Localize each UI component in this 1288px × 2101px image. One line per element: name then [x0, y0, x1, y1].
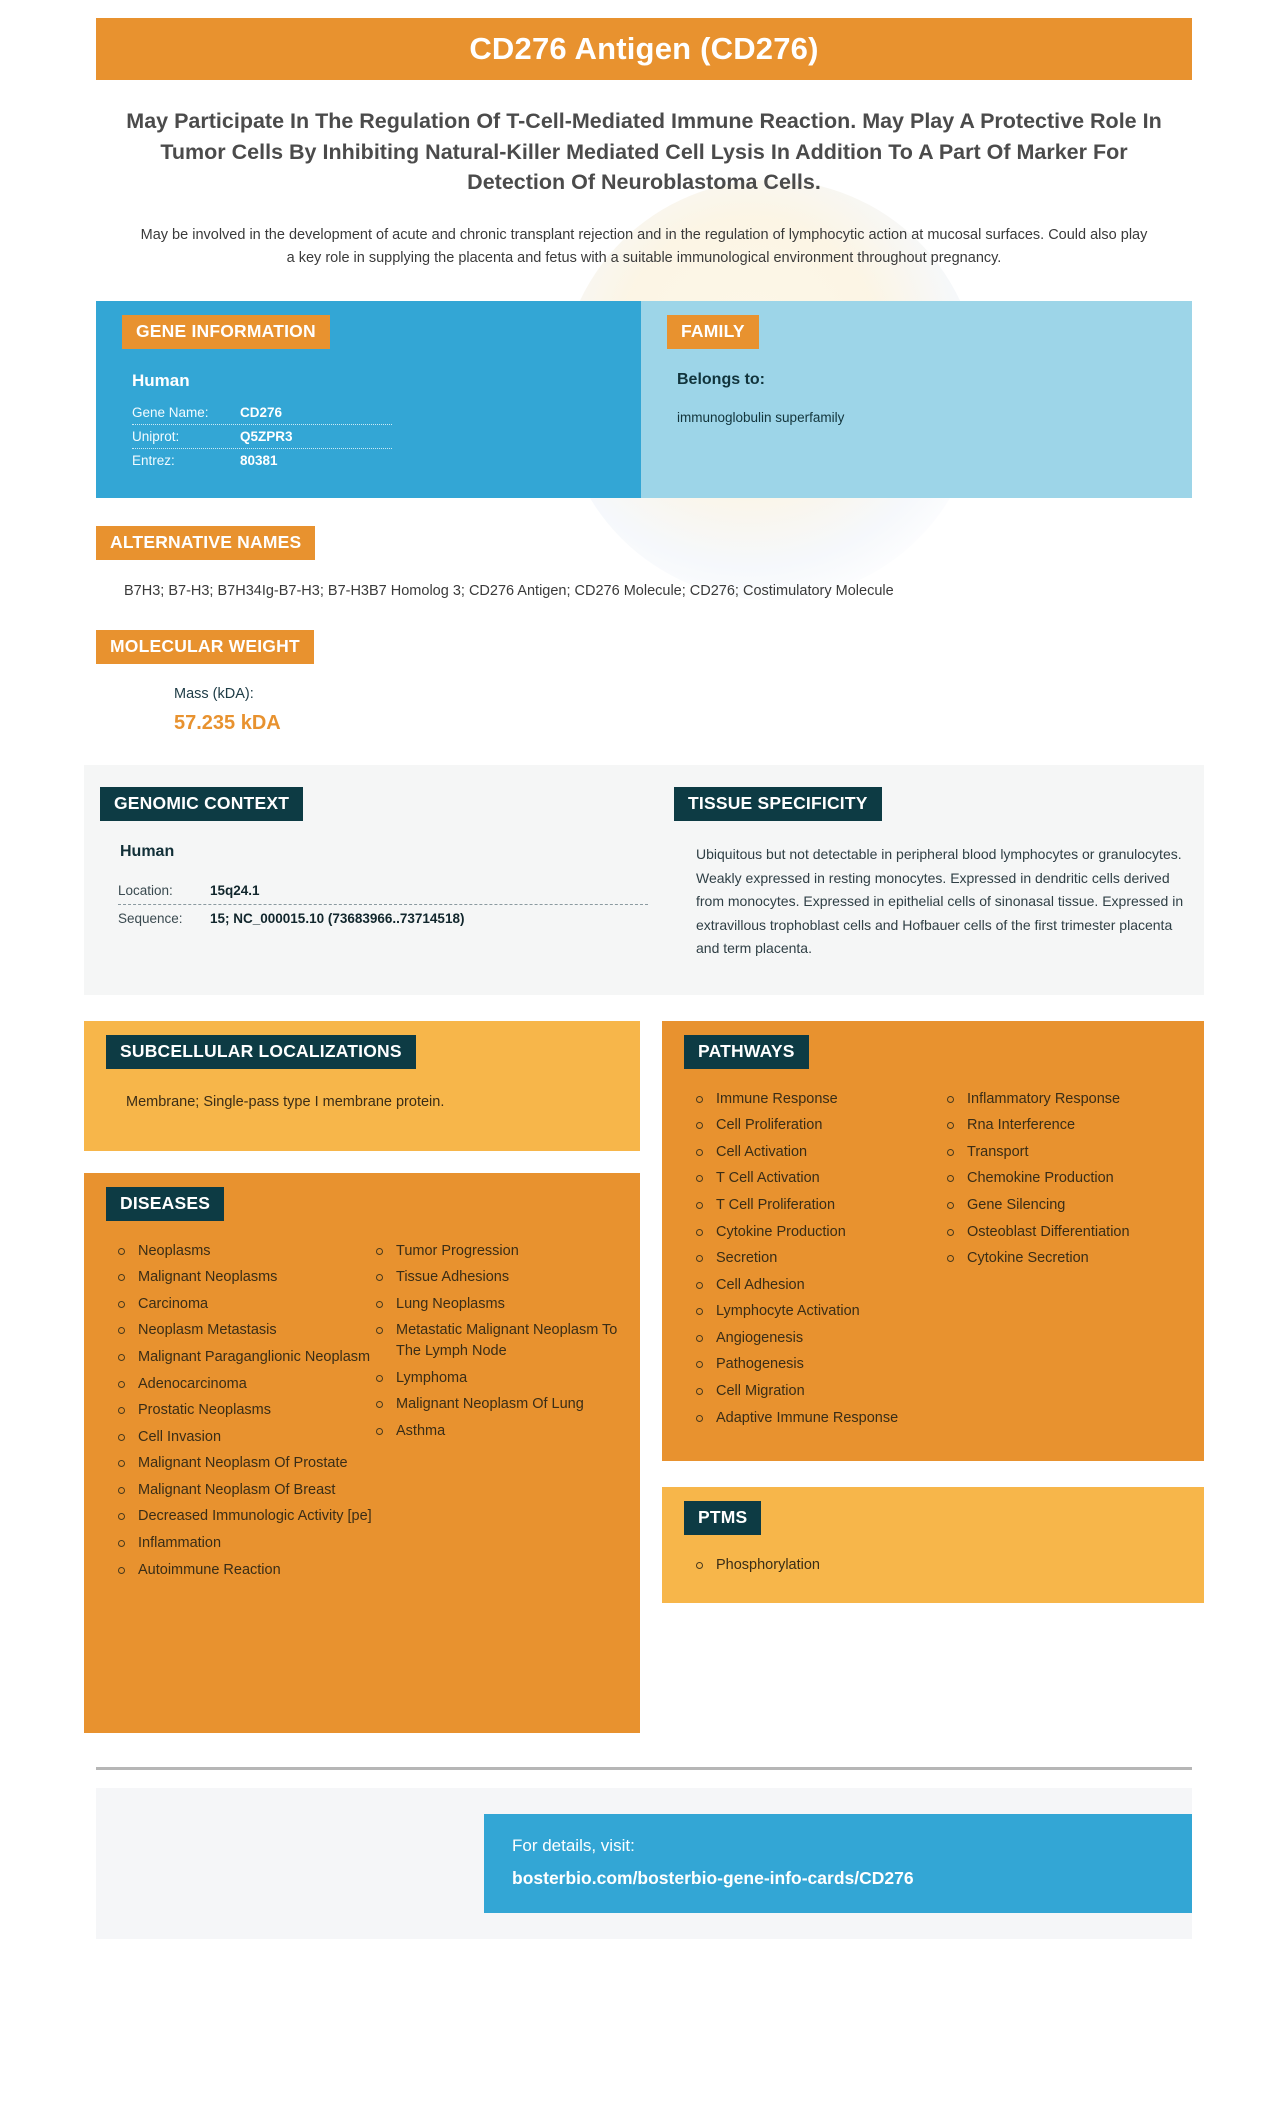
molecular-weight-heading: MOLECULAR WEIGHT — [96, 630, 314, 664]
list-item: Prostatic Neoplasms — [114, 1400, 372, 1427]
family-value: immunoglobulin superfamily — [677, 409, 845, 425]
list-item: Lymphoma — [372, 1368, 630, 1395]
gene-name-label: Gene Name: — [132, 404, 209, 420]
list-item: Chemokine Production — [943, 1168, 1194, 1195]
list-item: T Cell Activation — [692, 1168, 943, 1195]
pathways-heading: PATHWAYS — [684, 1035, 809, 1069]
location-value: 15q24.1 — [210, 883, 260, 899]
list-item: Pathogenesis — [692, 1354, 943, 1381]
list-item: Cell Activation — [692, 1142, 943, 1169]
list-item: Asthma — [372, 1421, 630, 1448]
molecular-weight-value: 57.235 kDA — [174, 712, 281, 735]
list-item: Inflammatory Response — [943, 1089, 1194, 1116]
uniprot-label: Uniprot: — [132, 428, 180, 444]
entrez-label: Entrez: — [132, 452, 175, 468]
list-item: Carcinoma — [114, 1294, 372, 1321]
molecular-weight-label: Mass (kDA): — [174, 686, 254, 703]
table-row — [132, 401, 392, 425]
left-column — [84, 1021, 640, 1733]
table-row — [118, 877, 648, 905]
gene-information-table — [132, 401, 392, 472]
gene-information-heading: GENE INFORMATION — [122, 315, 330, 349]
ptms-lists — [662, 1535, 1204, 1582]
list-item: Phosphorylation — [692, 1555, 943, 1582]
uniprot-value: Q5ZPR3 — [240, 428, 293, 444]
pathways-panel — [662, 1021, 1204, 1461]
footer-link-card[interactable] — [484, 1814, 1192, 1913]
lower-sections — [84, 1021, 1204, 1733]
list-item: Malignant Neoplasms — [114, 1267, 372, 1294]
diseases-panel — [84, 1173, 640, 1733]
list-item: Cell Invasion — [114, 1427, 372, 1454]
genomic-species-label: Human — [120, 843, 175, 861]
family-panel — [641, 301, 1192, 498]
list-item: Immune Response — [692, 1089, 943, 1116]
list-item: Cytokine Production — [692, 1222, 943, 1249]
footer-prompt: For details, visit: — [512, 1835, 635, 1855]
list-item: Cytokine Secretion — [943, 1248, 1194, 1275]
table-row — [132, 425, 392, 449]
list-item: Cell Migration — [692, 1381, 943, 1408]
list-item: Autoimmune Reaction — [114, 1560, 372, 1587]
page-title-bar — [96, 18, 1192, 80]
alternative-names-value: B7H3; B7-H3; B7H34Ig-B7-H3; B7-H3B7 Homolog 3; CD276 Antigen; CD276 Molecule; CD276; Costimulatory Molecule — [124, 582, 894, 599]
list-item: Cell Proliferation — [692, 1115, 943, 1142]
gene-species-label: Human — [132, 370, 190, 390]
alternative-names-heading: ALTERNATIVE NAMES — [96, 526, 315, 560]
footer — [96, 1788, 1192, 1939]
genomic-context-table — [118, 877, 648, 932]
entrez-value: 80381 — [240, 452, 278, 468]
page-subtitle: May Participate In The Regulation Of T-Cell-Mediated Immune Reaction. May Play A Protective Role In Tumor Cells By Inhibiting Natural-Killer Mediated Cell Lysis In Addition To A Part Of Marker For Detection Of Neuroblastoma Cells. — [126, 109, 1162, 195]
subcellular-localizations-panel — [84, 1021, 640, 1151]
list-item: Malignant Neoplasm Of Prostate — [114, 1453, 372, 1480]
list-item: Tumor Progression — [372, 1241, 630, 1268]
list-item: Neoplasm Metastasis — [114, 1320, 372, 1347]
list-item: Cell Adhesion — [692, 1275, 943, 1302]
list-item: Osteoblast Differentiation — [943, 1222, 1194, 1249]
sequence-value: 15; NC_000015.10 (73683966..73714518) — [210, 911, 465, 927]
list-item: Secretion — [692, 1248, 943, 1275]
ptms-panel — [662, 1487, 1204, 1604]
subcellular-localizations-heading: SUBCELLULAR LOCALIZATIONS — [106, 1035, 416, 1069]
list-item: Metastatic Malignant Neoplasm To The Lymph Node — [372, 1320, 630, 1367]
subcellular-localizations-value: Membrane; Single-pass type I membrane protein. — [126, 1093, 445, 1110]
ptms-heading: PTMS — [684, 1501, 761, 1535]
genomic-tissue-band — [84, 765, 1204, 995]
list-item: Tissue Adhesions — [372, 1267, 630, 1294]
table-row — [132, 449, 392, 472]
pathways-list-left — [692, 1089, 943, 1435]
list-item: Lung Neoplasms — [372, 1294, 630, 1321]
footer-divider — [96, 1767, 1192, 1770]
page-title: CD276 Antigen (CD276) — [469, 31, 819, 66]
list-item: Malignant Paraganglionic Neoplasm — [114, 1347, 372, 1374]
list-item: Malignant Neoplasm Of Lung — [372, 1394, 630, 1421]
list-item: Adenocarcinoma — [114, 1374, 372, 1401]
tissue-specificity-value: Ubiquitous but not detectable in peripheral blood lymphocytes or granulocytes. Weakly expressed in resting monocytes. Expressed in dendritic cells derived from monocytes. Expressed in epithelial cells of sinonasal tissue. Expressed in extravillous trophoblast cells and Hofbauer cells of the first trimester placenta and term placenta. — [696, 846, 1184, 957]
family-belongs-label: Belongs to: — [677, 370, 765, 388]
ptms-list — [692, 1555, 943, 1582]
diseases-lists — [84, 1221, 640, 1587]
list-item: Gene Silencing — [943, 1195, 1194, 1222]
list-item: Angiogenesis — [692, 1328, 943, 1355]
list-item: Neoplasms — [114, 1241, 372, 1268]
sequence-label: Sequence: — [118, 911, 183, 927]
pathways-lists — [662, 1069, 1204, 1435]
diseases-list-right — [372, 1241, 630, 1587]
molecular-weight-section — [96, 630, 1192, 735]
genomic-context-heading: GENOMIC CONTEXT — [100, 787, 303, 821]
page-description: May be involved in the development of acute and chronic transplant rejection and in the regulation of lymphocytic action at mucosal surfaces. Could also play a key role in supplying the placenta and fetus with a suitable immunological environment throughout pregnancy. — [140, 226, 1148, 267]
diseases-heading: DISEASES — [106, 1187, 224, 1221]
list-item: Transport — [943, 1142, 1194, 1169]
tissue-specificity-panel — [664, 787, 1204, 961]
tissue-specificity-heading: TISSUE SPECIFICITY — [674, 787, 882, 821]
list-item: Rna Interference — [943, 1115, 1194, 1142]
diseases-list-left — [114, 1241, 372, 1587]
list-item: Lymphocyte Activation — [692, 1301, 943, 1328]
list-item: Malignant Neoplasm Of Breast — [114, 1480, 372, 1507]
alternative-names-section — [96, 526, 1192, 603]
list-item: Adaptive Immune Response — [692, 1408, 943, 1435]
list-item: Decreased Immunologic Activity [pe] — [114, 1506, 372, 1533]
gene-information-panel — [96, 301, 641, 498]
family-heading: FAMILY — [667, 315, 759, 349]
list-item: T Cell Proliferation — [692, 1195, 943, 1222]
location-label: Location: — [118, 883, 173, 899]
pathways-list-right — [943, 1089, 1194, 1435]
gene-name-value: CD276 — [240, 404, 283, 420]
right-column — [662, 1021, 1204, 1604]
table-row — [118, 905, 648, 932]
list-item: Inflammation — [114, 1533, 372, 1560]
genomic-context-panel — [84, 787, 664, 961]
footer-url[interactable]: bosterbio.com/bosterbio-gene-info-cards/CD276 — [512, 1867, 914, 1888]
gene-family-band — [96, 301, 1192, 498]
